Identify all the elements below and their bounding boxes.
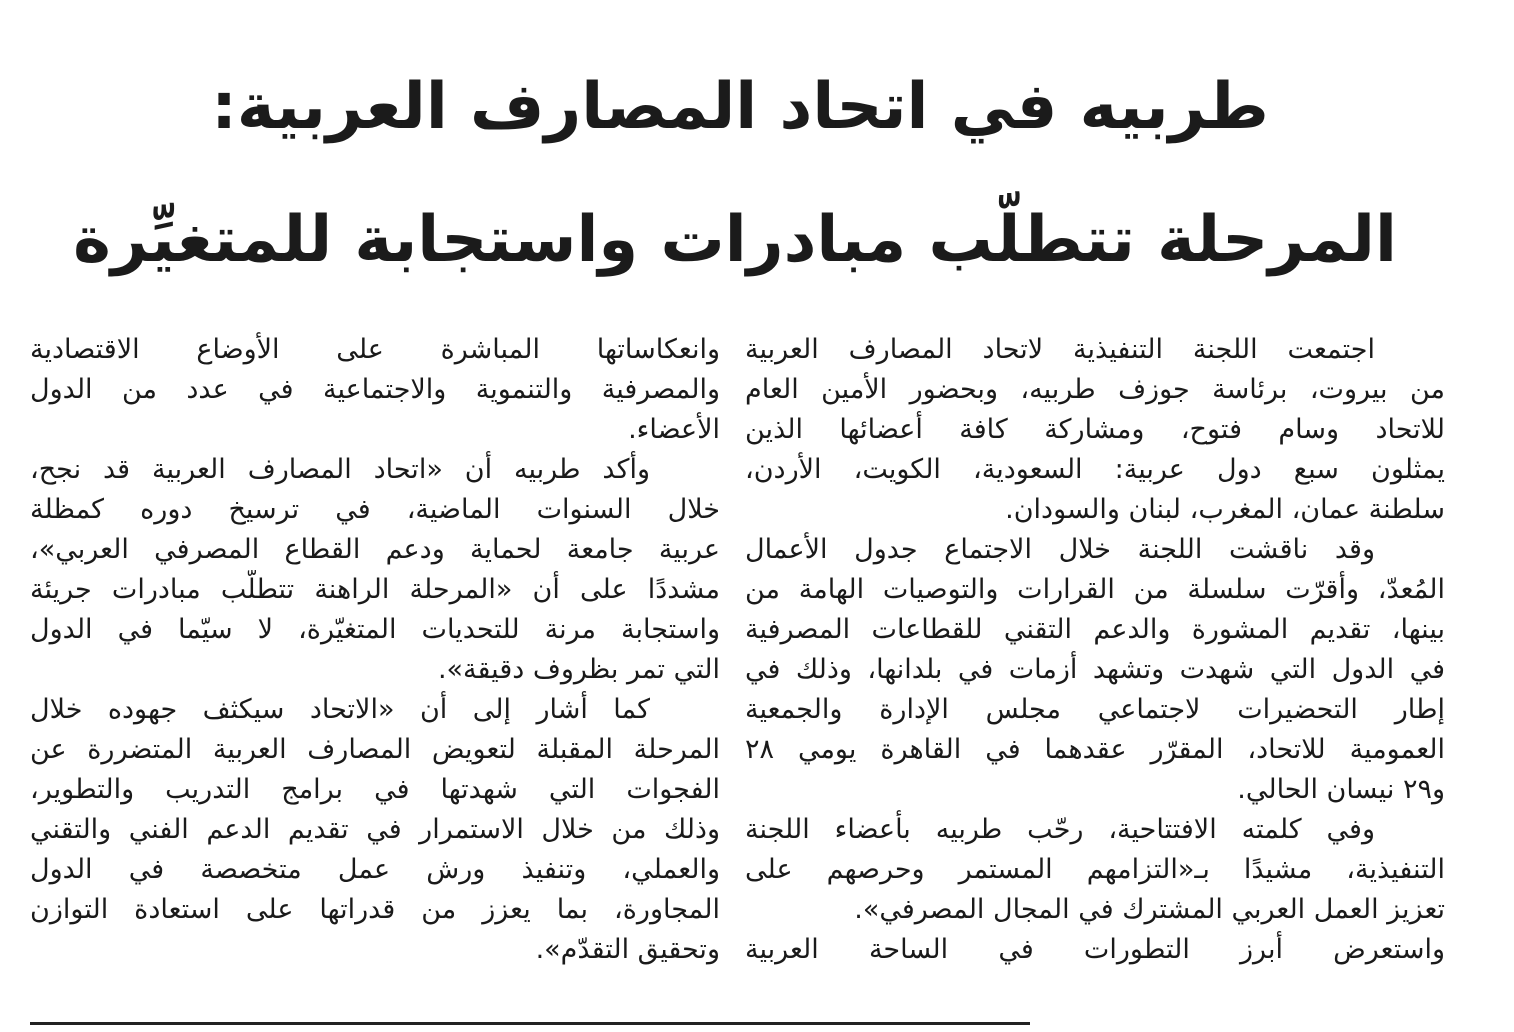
paragraph-line: وذلك من خلال الاستمرار في تقديم الدعم الفني والتقني <box>30 814 720 845</box>
paragraph-line: خلال السنوات الماضية، في ترسيخ دوره كمظلة <box>30 494 720 525</box>
paragraph-line: التنفيذية، مشيدًا بـ«التزامهم المستمر وحرصهم على <box>745 854 1445 885</box>
paragraph-line: التي تمر بظروف دقيقة». <box>437 654 720 685</box>
bottom-divider <box>30 1022 1030 1025</box>
paragraph-line: يمثلون سبع دول عربية: السعودية، الكويت، الأردن، <box>745 454 1445 485</box>
paragraph-line: تعزيز العمل العربي المشترك في المجال المصرفي». <box>854 894 1445 925</box>
paragraph-line: والعملي، وتنفيذ ورش عمل متخصصة في الدول <box>30 854 720 885</box>
paragraph-line: وتحقيق التقدّم». <box>535 934 720 965</box>
paragraph-line: وقد ناقشت اللجنة خلال الاجتماع جدول الأعمال <box>745 534 1375 565</box>
article-column-right <box>745 330 1445 970</box>
paragraph-line: العمومية للاتحاد، المقرّر عقدهما في القاهرة يومي ٢٨ <box>745 734 1445 765</box>
headline-line-2: المرحلة تتطلّب مبادرات واستجابة للمتغيِّرة <box>73 203 1397 277</box>
paragraph-line: وفي كلمته الافتتاحية، رحّب طربيه بأعضاء اللجنة <box>745 814 1375 845</box>
article-column-left <box>30 330 720 970</box>
paragraph-line: وانعكاساتها المباشرة على الأوضاع الاقتصادية <box>30 334 720 365</box>
paragraph-line: المُعدّ، وأقرّت سلسلة من القرارات والتوصيات الهامة من <box>745 574 1445 605</box>
paragraph-line: واستعرض أبرز التطورات في الساحة العربية <box>745 934 1445 965</box>
paragraph-line: كما أشار إلى أن «الاتحاد سيكثف جهوده خلال <box>30 694 650 725</box>
paragraph-line: من بيروت، برئاسة جوزف طربيه، وبحضور الأمين العام <box>745 374 1445 405</box>
paragraph-line: بينها، تقديم المشورة والدعم التقني للقطاعات المصرفية <box>745 614 1445 645</box>
paragraph-line: سلطنة عمان، المغرب، لبنان والسودان. <box>1005 494 1445 525</box>
paragraph-line: في الدول التي شهدت وتشهد أزمات في بلدانها، وذلك في <box>745 654 1445 685</box>
paragraph-line: اجتمعت اللجنة التنفيذية لاتحاد المصارف العربية <box>745 334 1375 365</box>
paragraph-line: عربية جامعة لحماية ودعم القطاع المصرفي العربي»، <box>30 534 720 565</box>
paragraph-line: والمصرفية والتنموية والاجتماعية في عدد من الدول <box>30 374 720 405</box>
paragraph-line: الفجوات التي شهدتها في برامج التدريب والتطوير، <box>30 774 720 805</box>
paragraph-line: الأعضاء. <box>628 414 720 445</box>
paragraph-line: و٢٩ نيسان الحالي. <box>1237 774 1445 805</box>
paragraph-line: المجاورة، بما يعزز من قدراتها على استعادة التوازن <box>30 894 720 925</box>
paragraph-line: المرحلة المقبلة لتعويض المصارف العربية المتضررة عن <box>30 734 720 765</box>
headline-line-1: طربيه في اتحاد المصارف العربية: <box>211 70 1269 144</box>
paragraph-line: إطار التحضيرات لاجتماعي مجلس الإدارة والجمعية <box>745 694 1445 725</box>
paragraph-line: للاتحاد وسام فتوح، ومشاركة كافة أعضائها الذين <box>745 414 1445 445</box>
paragraph-line: واستجابة مرنة للتحديات المتغيّرة، لا سيّما في الدول <box>30 614 720 645</box>
paragraph-line: وأكد طربيه أن «اتحاد المصارف العربية قد نجح، <box>30 454 650 485</box>
paragraph-line: مشددًا على أن «المرحلة الراهنة تتطلّب مبادرات جريئة <box>30 574 720 605</box>
